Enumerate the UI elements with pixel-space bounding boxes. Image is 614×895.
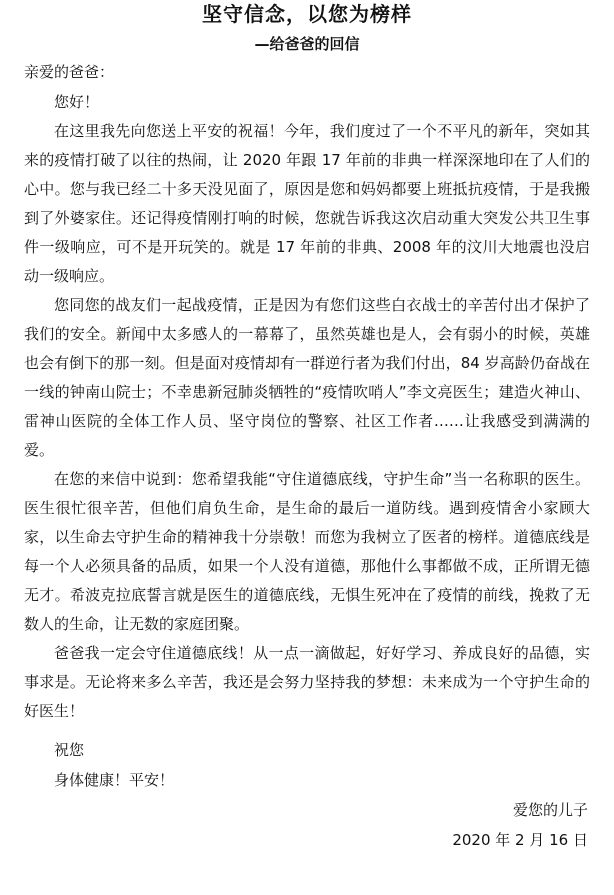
paragraph-4: 爸爸我一定会守住道德底线！从一点一滴做起，好好学习、养成良好的品德，实事求是。无论将来多么辛苦，我还是会努力坚持我的梦想：未来成为一个守护生命的好医生！ <box>24 644 590 720</box>
paragraph-1: 在这里我先向您送上平安的祝福！今年，我们度过了一个不平凡的新年，突如其来的疫情打破了以往的热闹，让 2020 年跟 17 年前的非典一样深深地印在了人们的心中。您与我已经二十多天没见面了，原因是您和妈妈都要上班抵抗疫情，于是我搬到了外婆家住。还记得疫情刚打响的时候，您就告诉我这次启动重大突发公共卫生事件一级响应，可不是开玩笑的。就是 17 年前的非典、2008 年的汶川大地震也没启动一级响应。 <box>24 122 590 285</box>
signature: 爱您的儿子 <box>512 801 588 819</box>
closing-wish: 祝您 <box>54 741 85 759</box>
letter-date: 2020 年 2 月 16 日 <box>452 831 588 849</box>
paragraph-3: 在您的来信中说到：您希望我能“守住道德底线，守护生命”当一名称职的医生。医生很忙很辛苦，但他们肩负生命，是生命的最后一道防线。遇到疫情舍小家顾大家，以生命去守护生命的精神我十分崇敬！而您为我树立了医者的榜样。道德底线是每一个人必须具备的品质，如果一个人没有道德，那他什么事都做不成，正所谓无德无才。希波克拉底誓言就是医生的道德底线，无惧生死冲在了疫情的前线，挽救了无数人的生命，让无数的家庭团聚。 <box>24 470 590 633</box>
letter-title: 坚守信念，以您为榜样 <box>202 2 412 26</box>
letter-body <box>24 88 590 726</box>
closing-block <box>24 735 590 795</box>
paragraph-2: 您同您的战友们一起战疫情，正是因为有您们这些白衣战士的辛苦付出才保护了我们的安全。新闻中太多感人的一幕幕了，虽然英雄也是人，会有弱小的时候，英雄也会有倒下的那一刻。但是面对疫情却有一群逆行者为我们付出，84 岁高龄仍奋战在一线的钟南山院士；不幸患新冠肺炎牺牲的“疫情吹哨人”李文亮医生；建造火神山、雷神山医院的全体工作人员、坚守岗位的警察、社区工作者……让我感受到满满的爱。 <box>24 296 590 459</box>
greeting: 您好！ <box>54 93 100 111</box>
closing-blessing: 身体健康！平安！ <box>54 771 175 789</box>
letter-page <box>0 2 614 895</box>
letter-subtitle: —给爸爸的回信 <box>254 35 360 53</box>
salutation: 亲爱的爸爸： <box>24 63 115 81</box>
